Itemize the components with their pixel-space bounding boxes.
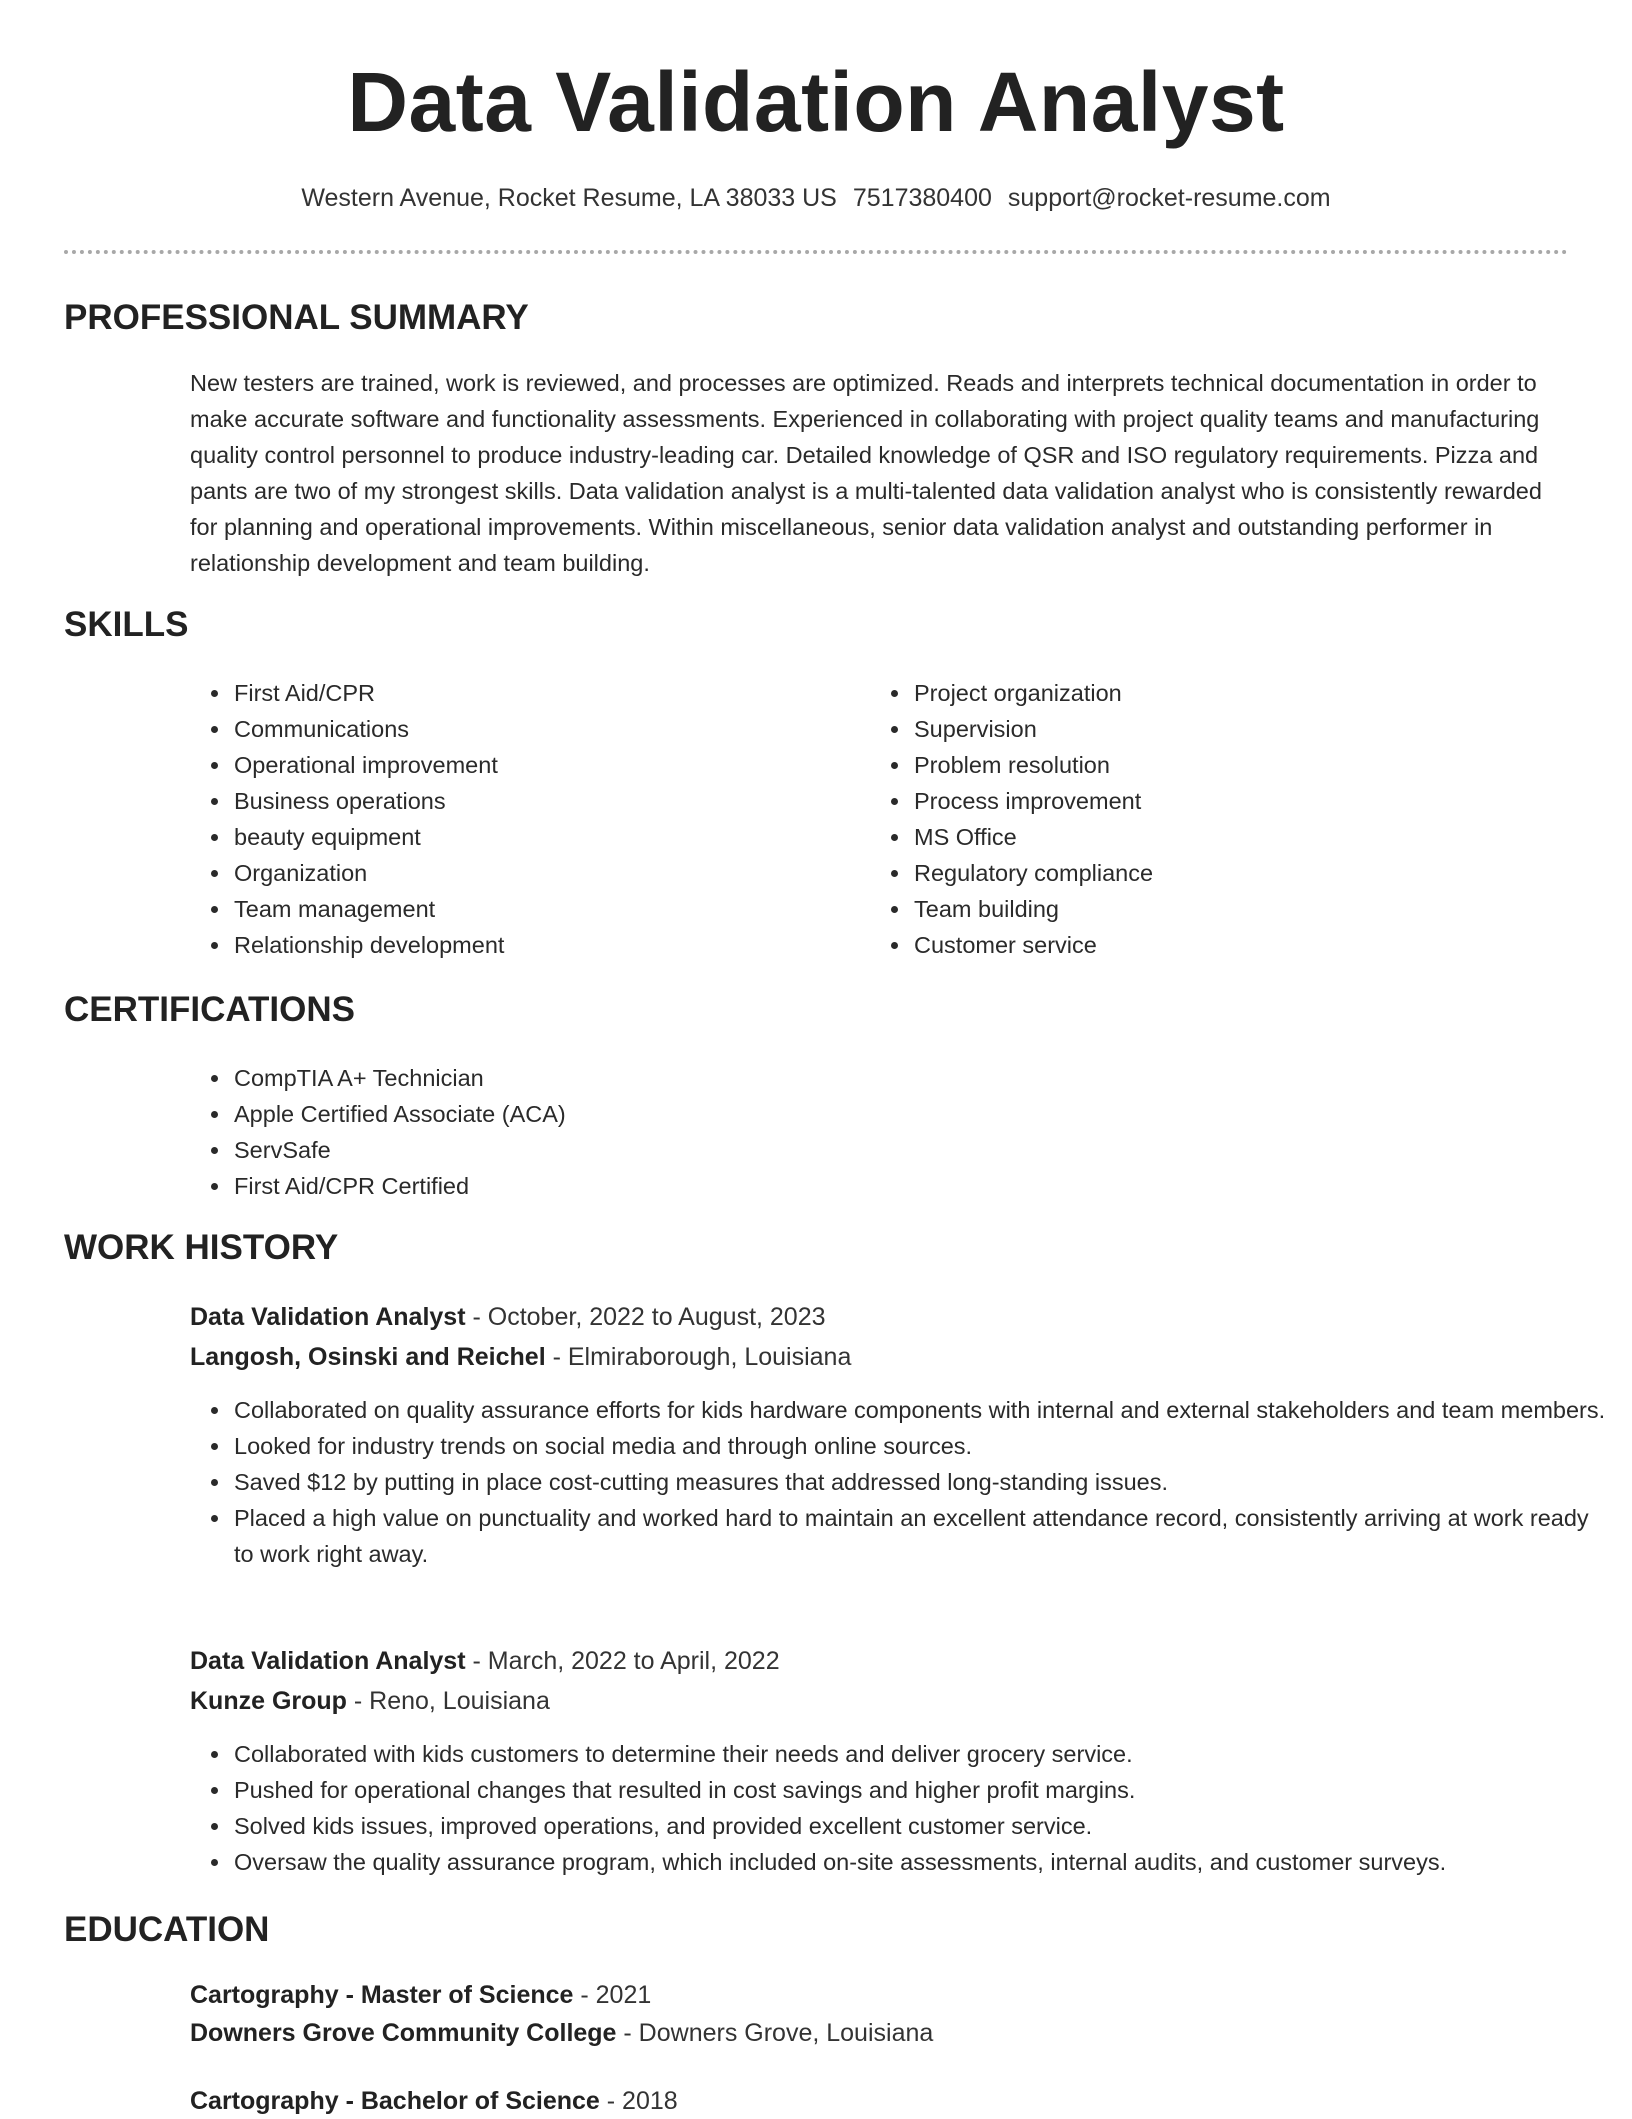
job-title-line [190,1643,780,1679]
job-company: Langosh, Osinski and Reichel [190,1343,546,1371]
skill-item: • Team management [232,891,832,927]
job-bullets [190,1392,1612,1572]
certification-item: • First Aid/CPR Certified [232,1168,1532,1204]
education-degree-line [190,1977,651,2013]
contact-phone: 7517380400 [852,184,992,212]
job-company-line [190,1339,851,1375]
job-bullet: • Oversaw the quality assurance program, which included on-site assessments, internal audits, and customer surveys. [232,1844,1612,1880]
job-location: - Reno, Louisiana [346,1687,550,1715]
job-company: Kunze Group [190,1687,347,1715]
job-role: Data Validation Analyst [190,1303,466,1331]
certifications-list [190,1060,1532,1204]
skills-heading: SKILLS [64,605,189,644]
skills-list-right [870,675,1512,963]
skill-item: • Team building [912,891,1512,927]
job-bullet: • Placed a high value on punctuality and worked hard to maintain an excellent attendance record, consistently arriving at work ready to work right away. [232,1500,1612,1572]
job-bullet: • Pushed for operational changes that resulted in cost savings and higher profit margins. [232,1772,1612,1808]
skill-item: • Supervision [912,711,1512,747]
contact-line [0,180,1632,216]
skill-item: • beauty equipment [232,819,832,855]
education-degree-line [190,2083,678,2119]
skill-item: • Organization [232,855,832,891]
education-year: - 2021 [573,1981,652,2009]
job-bullet: • Collaborated on quality assurance efforts for kids hardware components with internal and external stakeholders and team members. [232,1392,1612,1428]
education-degree: Cartography - Master of Science [190,1981,574,2009]
skill-item: • MS Office [912,819,1512,855]
job-company-line [190,1683,550,1719]
job-title-line [190,1299,826,1335]
education-school-line [190,2015,933,2051]
certification-item: • CompTIA A+ Technician [232,1060,1532,1096]
job-role: Data Validation Analyst [190,1647,466,1675]
skill-item: • Problem resolution [912,747,1512,783]
skill-item: • Relationship development [232,927,832,963]
candidate-name: Data Validation Analyst [347,55,1285,149]
skill-item: • Regulatory compliance [912,855,1512,891]
education-year: - 2018 [599,2087,678,2115]
skill-item: • Project organization [912,675,1512,711]
skill-item: • Communications [232,711,832,747]
skill-item: • Customer service [912,927,1512,963]
skills-list-left [190,675,832,963]
job-bullets [190,1736,1612,1880]
skill-item: • Operational improvement [232,747,832,783]
job-dates: - October, 2022 to August, 2023 [465,1303,826,1331]
summary-heading: PROFESSIONAL SUMMARY [64,298,529,337]
job-bullet: • Saved $12 by putting in place cost-cutting measures that addressed long-standing issues. [232,1464,1612,1500]
work-history-heading: WORK HISTORY [64,1228,339,1267]
certifications-heading: CERTIFICATIONS [64,990,356,1029]
job-location: - Elmiraborough, Louisiana [545,1343,852,1371]
job-bullet: • Looked for industry trends on social media and through online sources. [232,1428,1612,1464]
contact-email: support@rocket-resume.com [1007,184,1331,212]
header-divider [64,250,1568,254]
skill-item: • Business operations [232,783,832,819]
summary-text: New testers are trained, work is reviewed, and processes are optimized. Reads and interprets technical documentation in order to make accurate software and functionality assessments. Experienced in collaborating with project quality teams and manufacturing quality control personnel to produce industry-leading car. Detailed knowledge of QSR and ISO regulatory requirements. Pizza and pants are two of my strongest skills. Data validation analyst is a multi-talented data validation analyst who is consistently rewarded for planning and operational improvements. Within miscellaneous, senior data validation analyst and outstanding performer in relationship development and team building. [190,370,1542,576]
education-school: Downers Grove Community College [190,2019,617,2047]
job-bullet: • Solved kids issues, improved operations, and provided excellent customer service. [232,1808,1612,1844]
skill-item: • First Aid/CPR [232,675,832,711]
education-heading: EDUCATION [64,1910,270,1949]
certification-item: • ServSafe [232,1132,1532,1168]
skill-item: • Process improvement [912,783,1512,819]
education-location: - Downers Grove, Louisiana [616,2019,934,2047]
contact-address: Western Avenue, Rocket Resume, LA 38033 US [301,184,837,212]
job-bullet: • Collaborated with kids customers to determine their needs and deliver grocery service. [232,1736,1612,1772]
education-degree: Cartography - Bachelor of Science [190,2087,600,2115]
certification-item: • Apple Certified Associate (ACA) [232,1096,1532,1132]
job-dates: - March, 2022 to April, 2022 [465,1647,780,1675]
